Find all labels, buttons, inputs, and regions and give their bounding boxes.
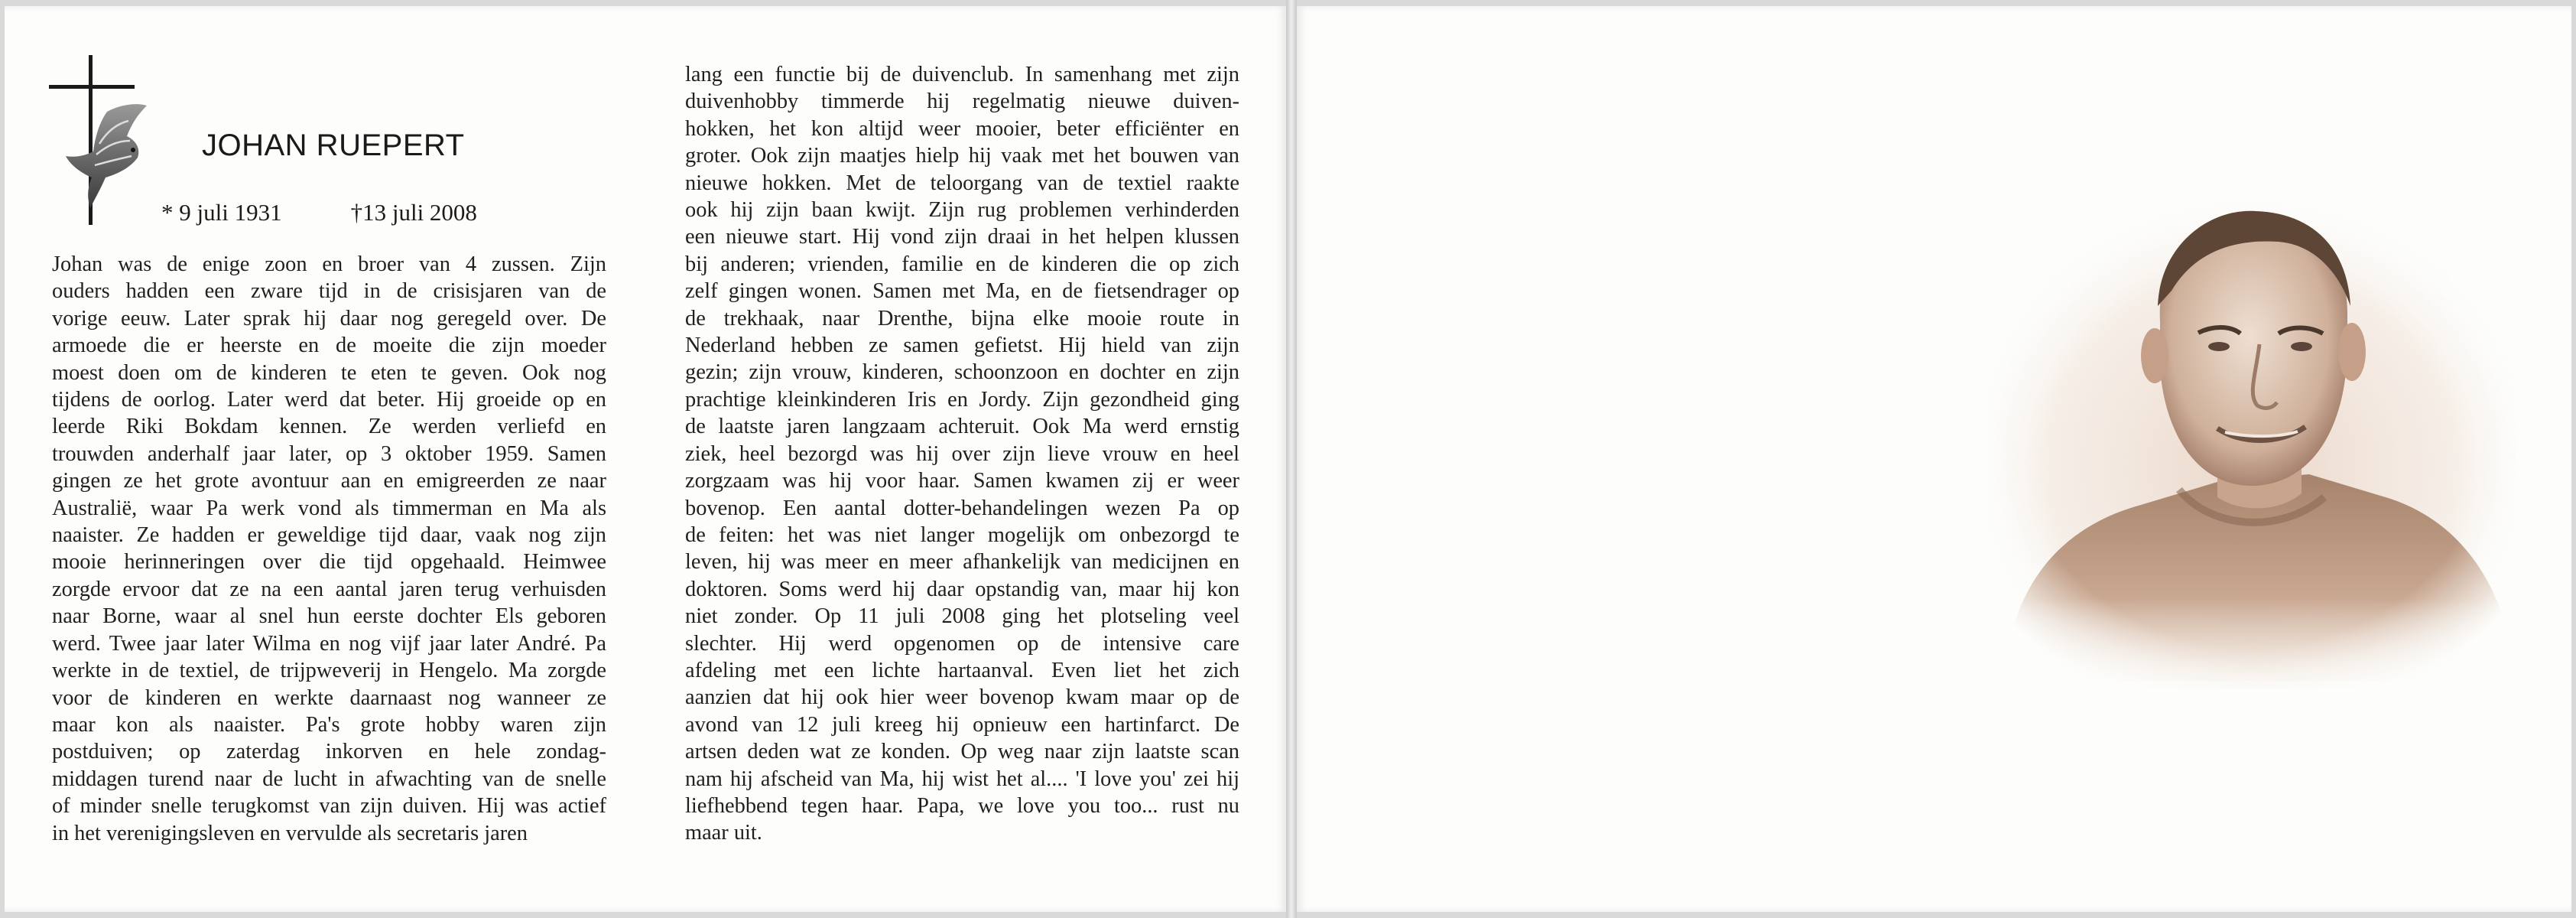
bio-right-line: doktoren. Soms werd hij daar opstandig van, maar hij kon xyxy=(685,577,1239,601)
bio-right-line: niet zonder. Op 11 juli 2008 ging het plotseling veel xyxy=(685,604,1239,629)
portrait-photo xyxy=(1988,191,2516,688)
bio-right-line: een nieuwe start. Hij vond zijn draai in het helpen klussen xyxy=(685,225,1239,249)
deceased-name: JOHAN RUEPERT xyxy=(202,129,465,162)
bio-left-line: Australië, waar Pa werk vond als timmerman en Ma als xyxy=(52,496,606,520)
bio-right-line: zorgzaam was hij voor haar. Samen kwamen zij er weer xyxy=(685,469,1239,493)
bio-right-line: prachtige kleinkinderen Iris en Jordy. Zijn gezondheid ging xyxy=(685,387,1239,412)
bio-right-line: ook hij zijn baan kwijt. Zijn rug problemen verhinderden xyxy=(685,198,1239,223)
bio-right-line: duivenhobby timmerde hij regelmatig nieuwe duiven- xyxy=(685,90,1239,114)
bio-right-line: zelf gingen wonen. Samen met Ma, en de fietsendrager op xyxy=(685,279,1239,304)
bio-right-line: slechter. Hij werd opgenomen op de intensive care xyxy=(685,631,1239,656)
left-page xyxy=(5,6,1286,912)
bio-right-line: de laatste jaren langzaam achteruit. Ook Ma werd ernstig xyxy=(685,415,1239,439)
bio-right-line: hokken, het kon altijd weer mooier, beter efficiënter en xyxy=(685,116,1239,141)
bio-right-line: afdeling met een lichte hartaanval. Even liet het zich xyxy=(685,658,1239,682)
bio-left-line: ouders hadden een zware tijd in de crisisjaren van de xyxy=(52,279,606,304)
biography-column-left xyxy=(52,251,606,847)
life-dates xyxy=(161,199,477,226)
right-page xyxy=(1297,6,2571,912)
bio-right-line: artsen deden wat ze konden. Op weg naar zijn laatste scan xyxy=(685,740,1239,764)
bio-left-line: trouwden anderhalf jaar later, op 3 oktober 1959. Samen xyxy=(52,441,606,466)
bio-right-line: de trekhaak, naar Drenthe, bijna elke mooie route in xyxy=(685,306,1239,330)
bio-right-line: leven, hij was meer en meer afhankelijk van medicijnen en xyxy=(685,550,1239,575)
bio-right-line: groter. Ook zijn maatjes hielp hij vaak met het bouwen van xyxy=(685,144,1239,168)
bio-right-line: Nederland hebben ze samen gefietst. Hij hield van zijn xyxy=(685,334,1239,358)
bio-left-line: werkte in de textiel, de trijpweverij in Hengelo. Ma zorgde xyxy=(52,659,606,683)
bio-left-line: of minder snelle terugkomst van zijn duiven. Hij was actief xyxy=(52,794,606,819)
bio-right-line: maar uit. xyxy=(685,821,762,845)
bio-left-line: postduiven; op zaterdag inkorven en hele zondag- xyxy=(52,740,606,764)
birth-date: * 9 juli 1931 xyxy=(161,199,282,226)
bio-left-line: moest doen om de kinderen te eten te geven. Ook nog xyxy=(52,360,606,385)
bio-left-line: naar Borne, waar al snel hun eerste dochter Els geboren xyxy=(52,604,606,629)
bio-left-line: naaister. Ze hadden er geweldige tijd daar, vaak nog zijn xyxy=(52,523,606,548)
bio-right-line: gezin; zijn vrouw, kinderen, schoonzoon en dochter en zijn xyxy=(685,360,1239,385)
bio-right-line: nieuwe hokken. Met de teloorgang van de textiel raakte xyxy=(685,171,1239,195)
bio-right-line: de feiten: het was niet langer mogelijk om onbezorgd te xyxy=(685,522,1239,547)
bio-left-line: zorgde ervoor dat ze na een aantal jaren terug verhuisden xyxy=(52,577,606,601)
bio-left-line: gingen ze het grote avontuur aan en emigreerden ze naar xyxy=(52,469,606,493)
bio-right-line: avond van 12 juli kreeg hij opnieuw een hartinfarct. De xyxy=(685,712,1239,737)
bio-right-line: liefhebbend tegen haar. Papa, we love you too... rust nu xyxy=(685,793,1239,818)
bio-right-line: aanzien dat hij ook hier weer bovenop kwam maar op de xyxy=(685,685,1239,710)
bio-left-line: armoede die er heerste en de moeite die zijn moeder xyxy=(52,334,606,358)
dove-icon xyxy=(61,98,151,213)
bio-left-line: middagen turend naar de lucht in afwachting van de snelle xyxy=(52,767,606,791)
bio-left-line: werd. Twee jaar later Wilma en nog vijf jaar later André. Pa xyxy=(52,631,606,656)
bio-left-line: in het verenigingsleven en vervulde als secretaris jaren xyxy=(52,821,528,845)
death-date: †13 juli 2008 xyxy=(350,199,477,226)
bio-left-line: tijdens de oorlog. Later werd dat beter. Hij groeide op en xyxy=(52,388,606,412)
bio-right-line: bij anderen; vrienden, familie en de kinderen die op zich xyxy=(685,252,1239,276)
bio-left-line: leerde Riki Bokdam kennen. Ze werden verliefd en xyxy=(52,415,606,439)
bio-right-line: ziek, heel bezorgd was hij over zijn lieve vrouw en heel xyxy=(685,441,1239,466)
bio-right-line: lang een functie bij de duivenclub. In samenhang met zijn xyxy=(685,63,1239,86)
bio-left-line: Johan was de enige zoon en broer van 4 zussen. Zijn xyxy=(52,252,606,276)
bio-left-line: vorige eeuw. Later sprak hij daar nog geregeld over. De xyxy=(52,306,606,330)
bio-left-line: voor de kinderen en werkte daarnaast nog wanneer ze xyxy=(52,685,606,710)
bio-left-line: maar kon als naaister. Pa's grote hobby waren zijn xyxy=(52,712,606,737)
bio-right-line: bovenop. Een aantal dotter-behandelingen wezen Pa op xyxy=(685,496,1239,520)
bio-left-line: mooie herinneringen over die tijd opgehaald. Heimwee xyxy=(52,550,606,575)
biography-column-right xyxy=(685,61,1239,847)
card-fold xyxy=(1286,0,1297,918)
bio-right-line: nam hij afscheid van Ma, hij wist het al.... 'I love you' zei hij xyxy=(685,767,1239,791)
